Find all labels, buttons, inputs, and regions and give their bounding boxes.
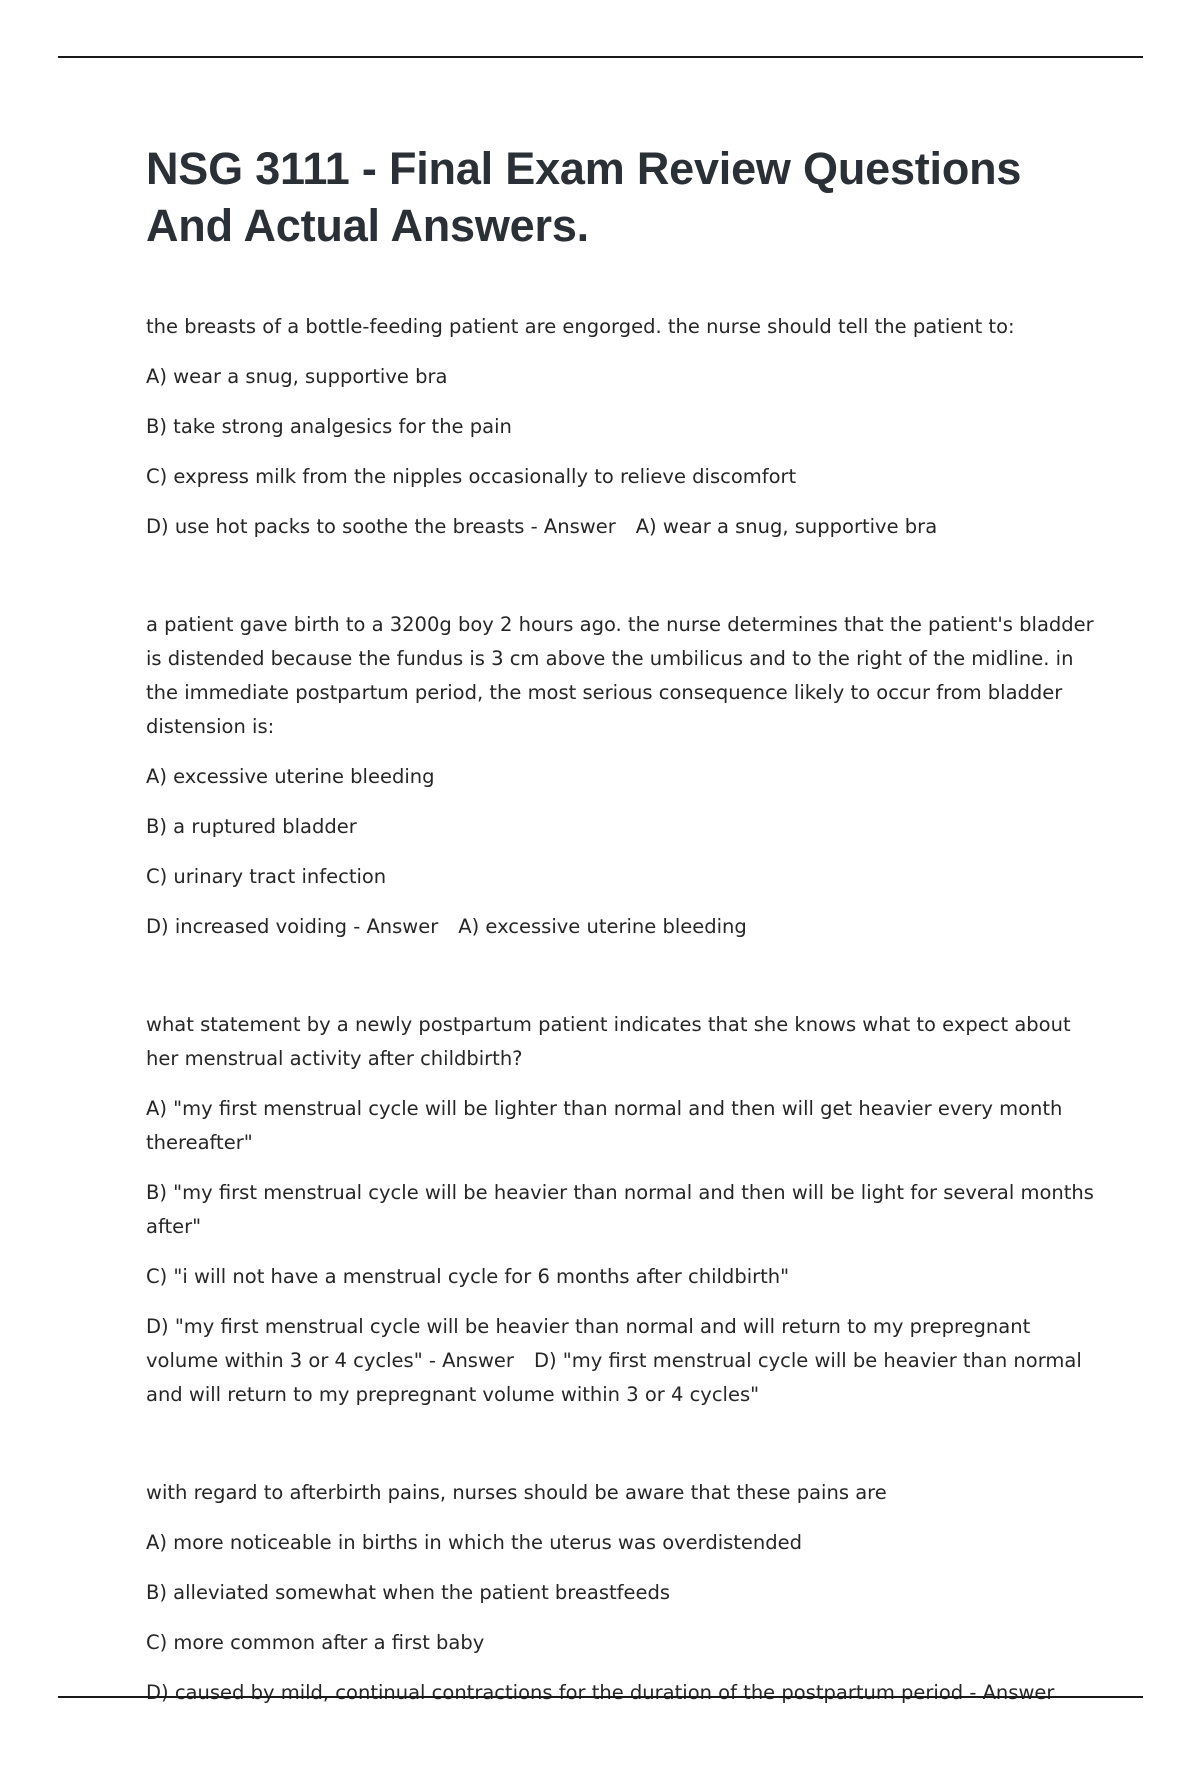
answer-option-with-key: D) caused by mild, continual contractions for the duration of the postpartum period - Answer (146, 1681, 1055, 1704)
question-stem: with regard to afterbirth pains, nurses should be aware that these pains are (146, 1481, 887, 1504)
correct-answer: A) wear a snug, supportive bra (635, 515, 938, 538)
answer-option: B) alleviated somewhat when the patient breastfeeds (146, 1581, 671, 1604)
question-block-3 (146, 1008, 1096, 1412)
answer-option-text: D) caused by mild, continual contractions for the duration of the postpartum period (146, 1681, 964, 1704)
answer-option: A) wear a snug, supportive bra (146, 365, 448, 388)
question-stem: what statement by a newly postpartum patient indicates that she knows what to expect about her menstrual activity after childbirth? (146, 1013, 1071, 1070)
question-stem: the breasts of a bottle-feeding patient are engorged. the nurse should tell the patient to: (146, 315, 1015, 338)
question-stem: a patient gave birth to a 3200g boy 2 hours ago. the nurse determines that the patient's bladder is distended because the fundus is 3 cm above the umbilicus and to the right of the midline. in the immediate postpartum period, the most serious consequence likely to occur from bladder distension is: (146, 613, 1094, 738)
document-title: NSG 3111 - Final Exam Review Questions And Actual Answers. (146, 143, 1022, 251)
answer-option: C) express milk from the nipples occasionally to relieve discomfort (146, 465, 797, 488)
answer-option-with-key: D) increased voiding - Answer A) excessive uterine bleeding (146, 915, 747, 938)
answer-option-with-key: D) "my first menstrual cycle will be heavier than normal and will return to my prepregnant volume within 3 or 4 cycles" - Answer D) "my first menstrual cycle will be heavier than normal and will return to my prepregnant volume within 3 or 4 cycles" (146, 1315, 1082, 1406)
correct-answer: A) excessive uterine bleeding (458, 915, 747, 938)
answer-option-with-key: D) use hot packs to soothe the breasts - Answer A) wear a snug, supportive bra (146, 515, 938, 538)
question-block-2 (146, 608, 1096, 944)
answer-option: C) "i will not have a menstrual cycle for 6 months after childbirth" (146, 1265, 790, 1288)
answer-option: A) excessive uterine bleeding (146, 765, 435, 788)
answer-label: Answer (366, 915, 439, 938)
answer-option-text: D) use hot packs to soothe the breasts (146, 515, 525, 538)
answer-label: Answer (442, 1349, 514, 1372)
answer-option: A) "my first menstrual cycle will be lighter than normal and then will get heavier every month thereafter" (146, 1097, 1063, 1154)
answer-label: Answer (982, 1681, 1055, 1704)
document-body (146, 140, 1096, 1774)
answer-option: B) a ruptured bladder (146, 815, 357, 838)
correct-answer: D) "my first menstrual cycle will be heavier than normal and will return to my prepregnant volume within 3 or 4 cycles" (146, 1349, 1082, 1406)
answer-option: B) take strong analgesics for the pain (146, 415, 512, 438)
answer-option: C) more common after a first baby (146, 1631, 485, 1654)
answer-option-text: D) "my first menstrual cycle will be heavier than normal and will return to my prepregnant volume within 3 or 4 cycles" (146, 1315, 1031, 1372)
answer-label: Answer (543, 515, 616, 538)
header-rule (58, 56, 1143, 58)
question-block-1 (146, 310, 1096, 544)
answer-option: A) more noticeable in births in which the uterus was overdistended (146, 1531, 803, 1554)
answer-option-text: D) increased voiding (146, 915, 348, 938)
answer-option: B) "my first menstrual cycle will be heavier than normal and then will be light for several months after" (146, 1181, 1094, 1238)
answer-option: C) urinary tract infection (146, 865, 387, 888)
footer-rule (58, 1696, 1143, 1698)
question-block-4 (146, 1476, 1096, 1710)
